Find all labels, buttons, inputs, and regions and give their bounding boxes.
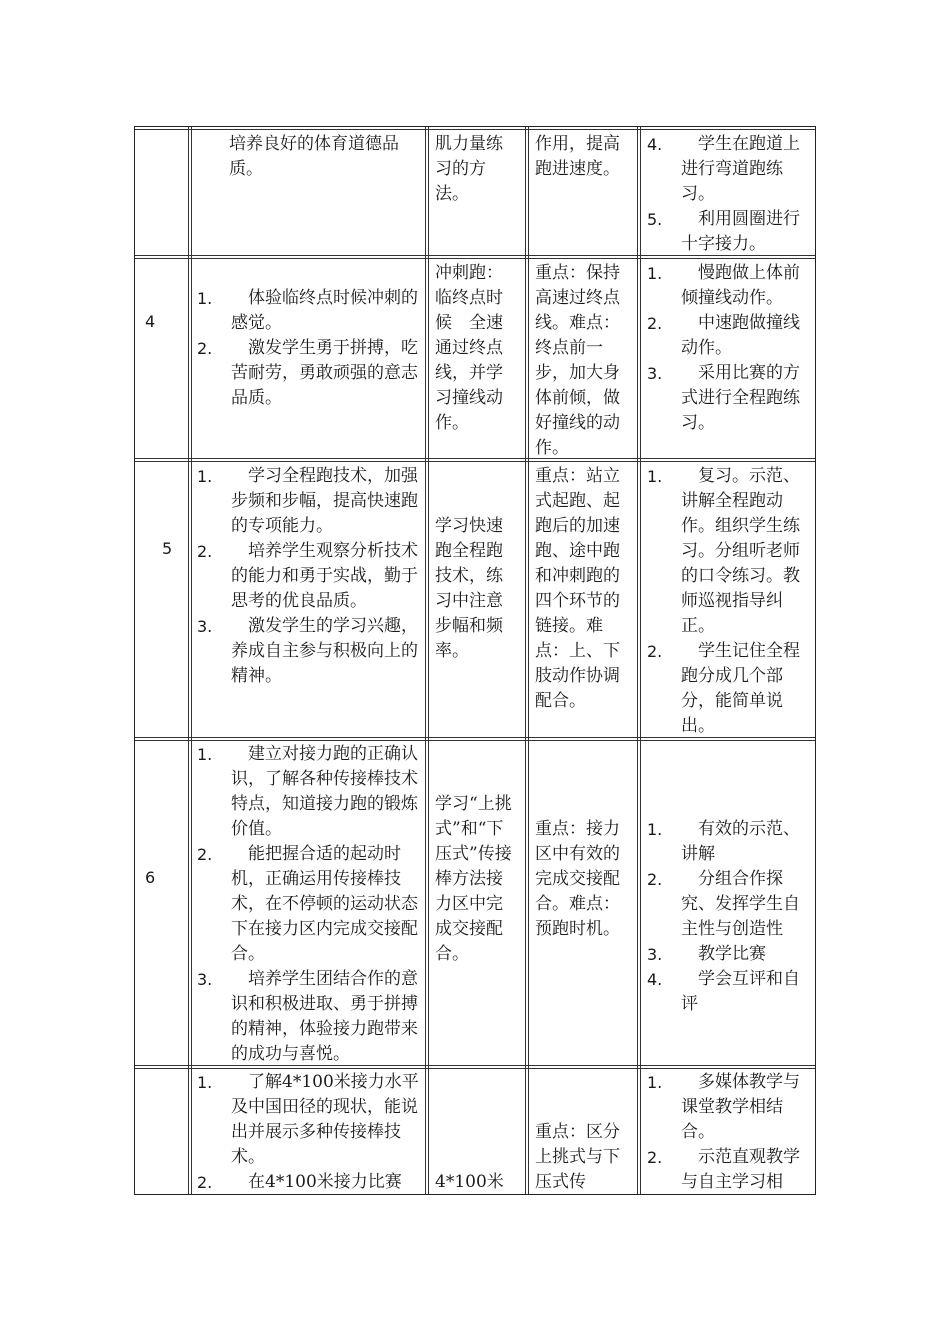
row-divider xyxy=(135,461,815,462)
item-number: 3. xyxy=(647,364,663,383)
item-number: 3. xyxy=(197,970,213,989)
row-divider xyxy=(135,458,815,459)
row-2-methods xyxy=(641,464,811,739)
item-number: 1. xyxy=(647,1073,663,1092)
list-item xyxy=(641,639,811,739)
list-item xyxy=(191,614,421,689)
item-text: 多媒体教学与课堂教学相结合。 xyxy=(681,1072,800,1142)
row-0-objective xyxy=(229,132,419,182)
item-text: 体验临终点时候冲刺的感觉。 xyxy=(231,288,418,333)
row-4-content: 4*100米 xyxy=(435,1172,504,1192)
row-divider xyxy=(135,129,815,130)
column-divider xyxy=(428,127,429,1194)
row-1-content: 冲刺跑：临终点时候 全速通过终点线，并学习撞线动作。 xyxy=(435,263,503,433)
list-item xyxy=(641,361,811,436)
item-text: 了解4*100米接力水平及中国田径的现状，能说出并展示多种传接棒技术。 xyxy=(231,1072,419,1167)
column-divider xyxy=(637,127,638,1194)
list-item xyxy=(191,1070,421,1170)
lesson-plan-table xyxy=(134,126,816,1195)
item-text: 慢跑做上体前倾撞线动作。 xyxy=(681,263,800,308)
row-1-number: 4 xyxy=(145,312,156,331)
item-text: 学生在跑道上进行弯道跑练习。 xyxy=(681,134,800,204)
row-2-focus: 重点：站立式起跑、起跑后的加速跑、途中跑和冲刺跑的四个环节的链接。难点：上、下肢动作协调配合。 xyxy=(535,466,620,711)
item-number: 1. xyxy=(197,467,213,486)
list-item xyxy=(641,817,811,867)
list-item xyxy=(641,261,811,311)
list-item xyxy=(191,742,421,842)
item-text: 中速跑做撞线动作。 xyxy=(681,313,800,358)
item-number: 2. xyxy=(197,845,213,864)
item-text: 建立对接力跑的正确认识，了解各种传接棒技术特点，知道接力跑的锻炼价值。 xyxy=(231,744,418,839)
item-text: 培养学生观察分析技术的能力和勇于实战，勤于思考的优良品质。 xyxy=(231,541,418,611)
item-text: 示范直观教学与自主学习相 xyxy=(681,1147,800,1192)
item-text: 有效的示范、讲解 xyxy=(681,819,800,864)
row-1-focus: 重点：保持高速过终点线。难点：终点前一步，加大身体前倾，做好撞线的动作。 xyxy=(535,263,620,458)
list-item xyxy=(191,842,421,967)
item-number: 2. xyxy=(197,542,213,561)
list-item xyxy=(191,286,421,336)
objective-text: 培养良好的体育道德品质。 xyxy=(229,134,399,179)
list-item xyxy=(641,942,811,967)
item-text: 学习全程跑技术，加强步频和步幅，提高快速跑的专项能力。 xyxy=(231,466,418,536)
item-text: 激发学生勇于拼搏，吃苦耐劳，勇敢顽强的意志品质。 xyxy=(231,338,418,408)
row-1-methods xyxy=(641,261,811,436)
list-item xyxy=(641,967,811,1017)
item-text: 激发学生的学习兴趣，养成自主参与积极向上的精神。 xyxy=(231,616,418,686)
item-number: 4. xyxy=(647,135,663,154)
row-1-objectives xyxy=(191,286,421,411)
list-item xyxy=(641,132,811,207)
row-0-content: 肌力量练习的方法。 xyxy=(435,134,503,204)
list-item xyxy=(641,464,811,639)
item-number: 2. xyxy=(197,339,213,358)
item-number: 2. xyxy=(647,314,663,333)
row-0-focus: 作用，提高跑进速度。 xyxy=(535,134,620,179)
item-number: 1. xyxy=(197,289,213,308)
item-number: 1. xyxy=(647,264,663,283)
item-number: 2. xyxy=(647,642,663,661)
item-text: 在4*100米接力比赛 xyxy=(248,1172,402,1192)
item-text: 采用比赛的方式进行全程跑练习。 xyxy=(681,363,800,433)
list-item xyxy=(191,336,421,411)
list-item xyxy=(191,1170,421,1195)
item-number: 1. xyxy=(197,745,213,764)
item-number: 2. xyxy=(647,870,663,889)
row-3-objectives xyxy=(191,742,421,1067)
item-text: 学生记住全程跑分成几个部分，能简单说出。 xyxy=(681,641,800,736)
item-number: 4. xyxy=(647,970,663,989)
item-number: 2. xyxy=(647,1148,663,1167)
item-text: 分组合作探究、发挥学生自主性与创造性 xyxy=(681,869,800,939)
row-divider xyxy=(135,1068,815,1069)
row-3-number: 6 xyxy=(145,868,156,887)
row-2-number: 5 xyxy=(162,539,173,558)
row-0-methods xyxy=(641,132,811,257)
column-divider xyxy=(528,127,529,1194)
item-number: 5. xyxy=(647,210,663,229)
row-divider xyxy=(135,740,815,741)
row-3-methods xyxy=(641,817,811,1017)
list-item xyxy=(641,207,811,257)
row-2-content: 学习快速跑全程跑技术，练习中注意步幅和频率。 xyxy=(435,516,503,661)
item-number: 1. xyxy=(197,1073,213,1092)
list-item xyxy=(191,539,421,614)
list-item xyxy=(191,464,421,539)
item-number: 1. xyxy=(647,467,663,486)
item-number: 3. xyxy=(197,617,213,636)
item-text: 学会互评和自评 xyxy=(681,969,800,1014)
list-item xyxy=(641,1070,811,1145)
item-text: 能把握合适的起动时机，正确运用传接棒技术，在不停顿的运动状态下在接力区内完成交接配合。 xyxy=(231,844,418,964)
item-number: 2. xyxy=(197,1173,213,1192)
row-3-content: 学习“上挑式”和“下压式”传接棒方法接力区中完成交接配合。 xyxy=(435,794,512,964)
list-item xyxy=(641,867,811,942)
item-text: 教学比赛 xyxy=(698,944,766,964)
list-item xyxy=(641,311,811,361)
item-number: 1. xyxy=(647,820,663,839)
row-4-objectives xyxy=(191,1070,421,1195)
column-divider xyxy=(425,127,426,1194)
column-divider xyxy=(188,127,189,1194)
row-3-focus: 重点：接力区中有效的完成交接配合。难点：预跑时机。 xyxy=(535,819,620,939)
item-text: 利用圆圈进行十字接力。 xyxy=(681,209,800,254)
row-2-objectives xyxy=(191,464,421,689)
row-4-focus: 重点：区分上挑式与下压式传 xyxy=(535,1122,620,1192)
list-item xyxy=(641,1145,811,1195)
item-text: 培养学生团结合作的意识和积极进取、勇于拼搏的精神，体验接力跑带来的成功与喜悦。 xyxy=(231,969,418,1064)
column-divider xyxy=(525,127,526,1194)
list-item xyxy=(191,967,421,1067)
row-4-methods xyxy=(641,1070,811,1195)
item-number: 3. xyxy=(647,945,663,964)
item-text: 复习。示范、讲解全程跑动作。组织学生练习。分组听老师的口令练习。教师巡视指导纠正。 xyxy=(681,466,800,636)
row-divider xyxy=(135,258,815,259)
